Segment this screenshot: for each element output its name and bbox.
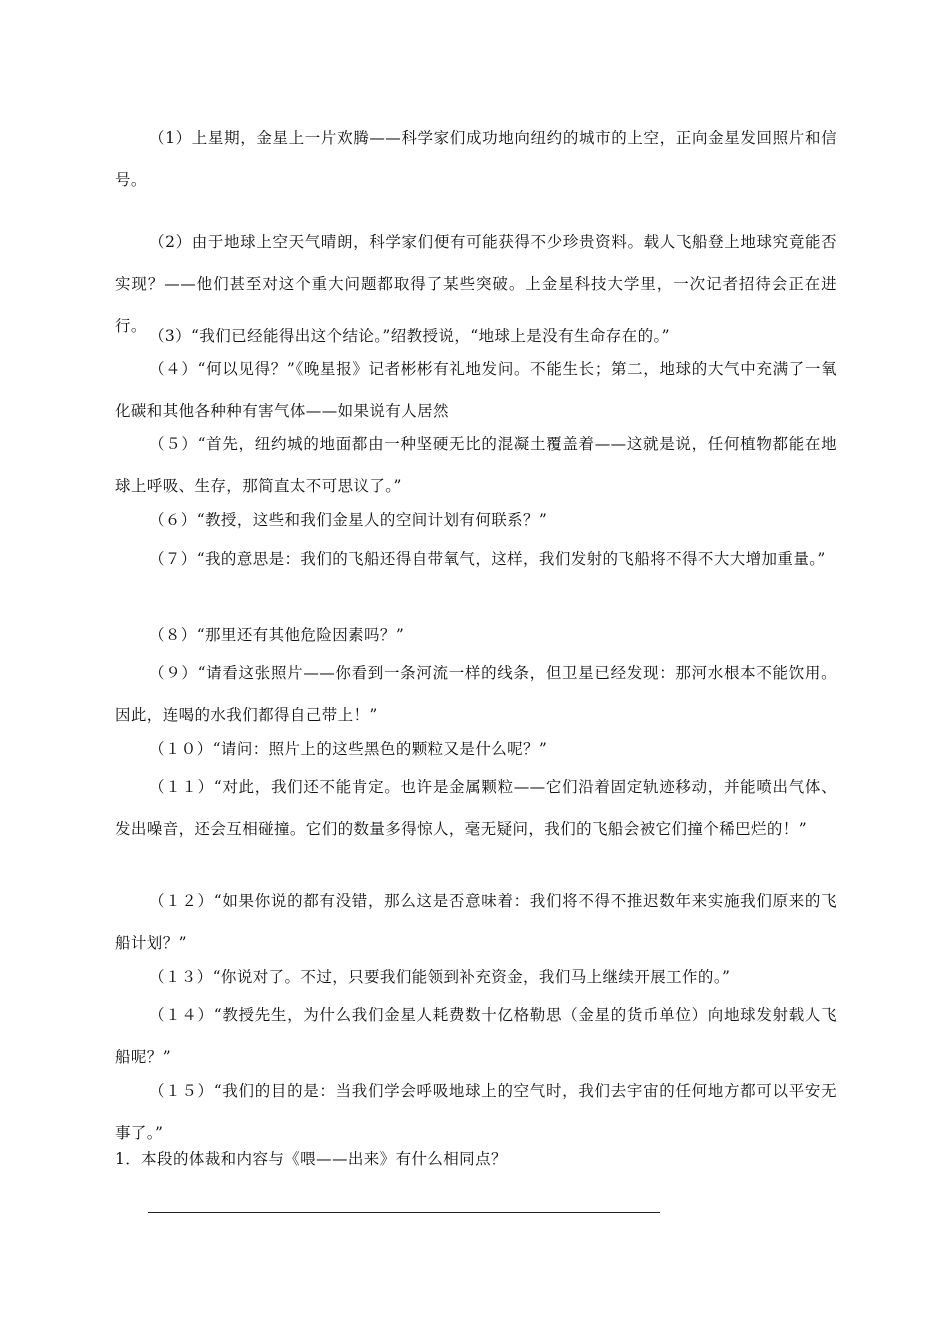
paragraph-15: （１５）“我们的目的是：当我们学会呼吸地球上的空气时，我们去宇宙的任何地方都可以平安无事了。” [115, 1082, 837, 1142]
paragraph-3: （3）“我们已经能得出这个结论。”绍教授说，“地球上是没有生命存在的。” [149, 327, 670, 345]
question-1: 1．本段的体裁和内容与《喂——出来》有什么相同点？ [115, 1150, 507, 1168]
paragraph-12: （１２）“如果你说的都有没错，那么这是否意味着：我们将不得不推迟数年来实施我们原来的飞船计划？” [115, 892, 837, 952]
paragraph-5: （５）“首先，纽约城的地面都由一种坚硬无比的混凝土覆盖着——这就是说，任何植物都能在地球上呼吸、生存，那简直太不可思议了。” [115, 435, 837, 495]
paragraph-10: （１０）“请问：照片上的这些黑色的颗粒又是什么呢？” [149, 740, 548, 758]
paragraph-13: （１３）“你说对了。不过，只要我们能领到补充资金，我们马上继续开展工作的。” [149, 968, 731, 986]
paragraph-6: （６）“教授，这些和我们金星人的空间计划有何联系？” [149, 511, 548, 529]
paragraph-8: （８）“那里还有其他危险因素吗？” [149, 626, 405, 644]
answer-line[interactable] [148, 1212, 660, 1213]
paragraph-7: （７）“我的意思是：我们的飞船还得自带氧气，这样，我们发射的飞船将不得不大大增加重量。” [149, 550, 826, 568]
paragraph-14: （１４）“教授先生，为什么我们金星人耗费数十亿格勒思（金星的货币单位）向地球发射载人飞船呢？” [115, 1006, 837, 1066]
paragraph-4: （４）“何以见得？”《晚星报》记者彬彬有礼地发问。不能生长；第二，地球的大气中充满了一氧化碳和其他各种种有害气体——如果说有人居然 [115, 360, 837, 420]
paragraph-1: （1）上星期，金星上一片欢腾——科学家们成功地向纽约的城市的上空，正向金星发回照片和信号。 [115, 129, 837, 189]
paragraph-9: （９）“请看这张照片——你看到一条河流一样的线条，但卫星已经发现：那河水根本不能饮用。因此，连喝的水我们都得自己带上！” [115, 664, 837, 724]
paragraph-2: （2）由于地球上空天气晴朗，科学家们便有可能获得不少珍贵资料。载人飞船登上地球究竟能否实现？——他们甚至对这个重大问题都取得了某些突破。上金星科技大学里，一次记者招待会正在进行。 [115, 233, 837, 335]
paragraph-11: （１１）“对此，我们还不能肯定。也许是金属颗粒——它们沿着固定轨迹移动，并能喷出气体、发出噪音，还会互相碰撞。它们的数量多得惊人，毫无疑问，我们的飞船会被它们撞个稀巴烂的！” [115, 778, 837, 838]
